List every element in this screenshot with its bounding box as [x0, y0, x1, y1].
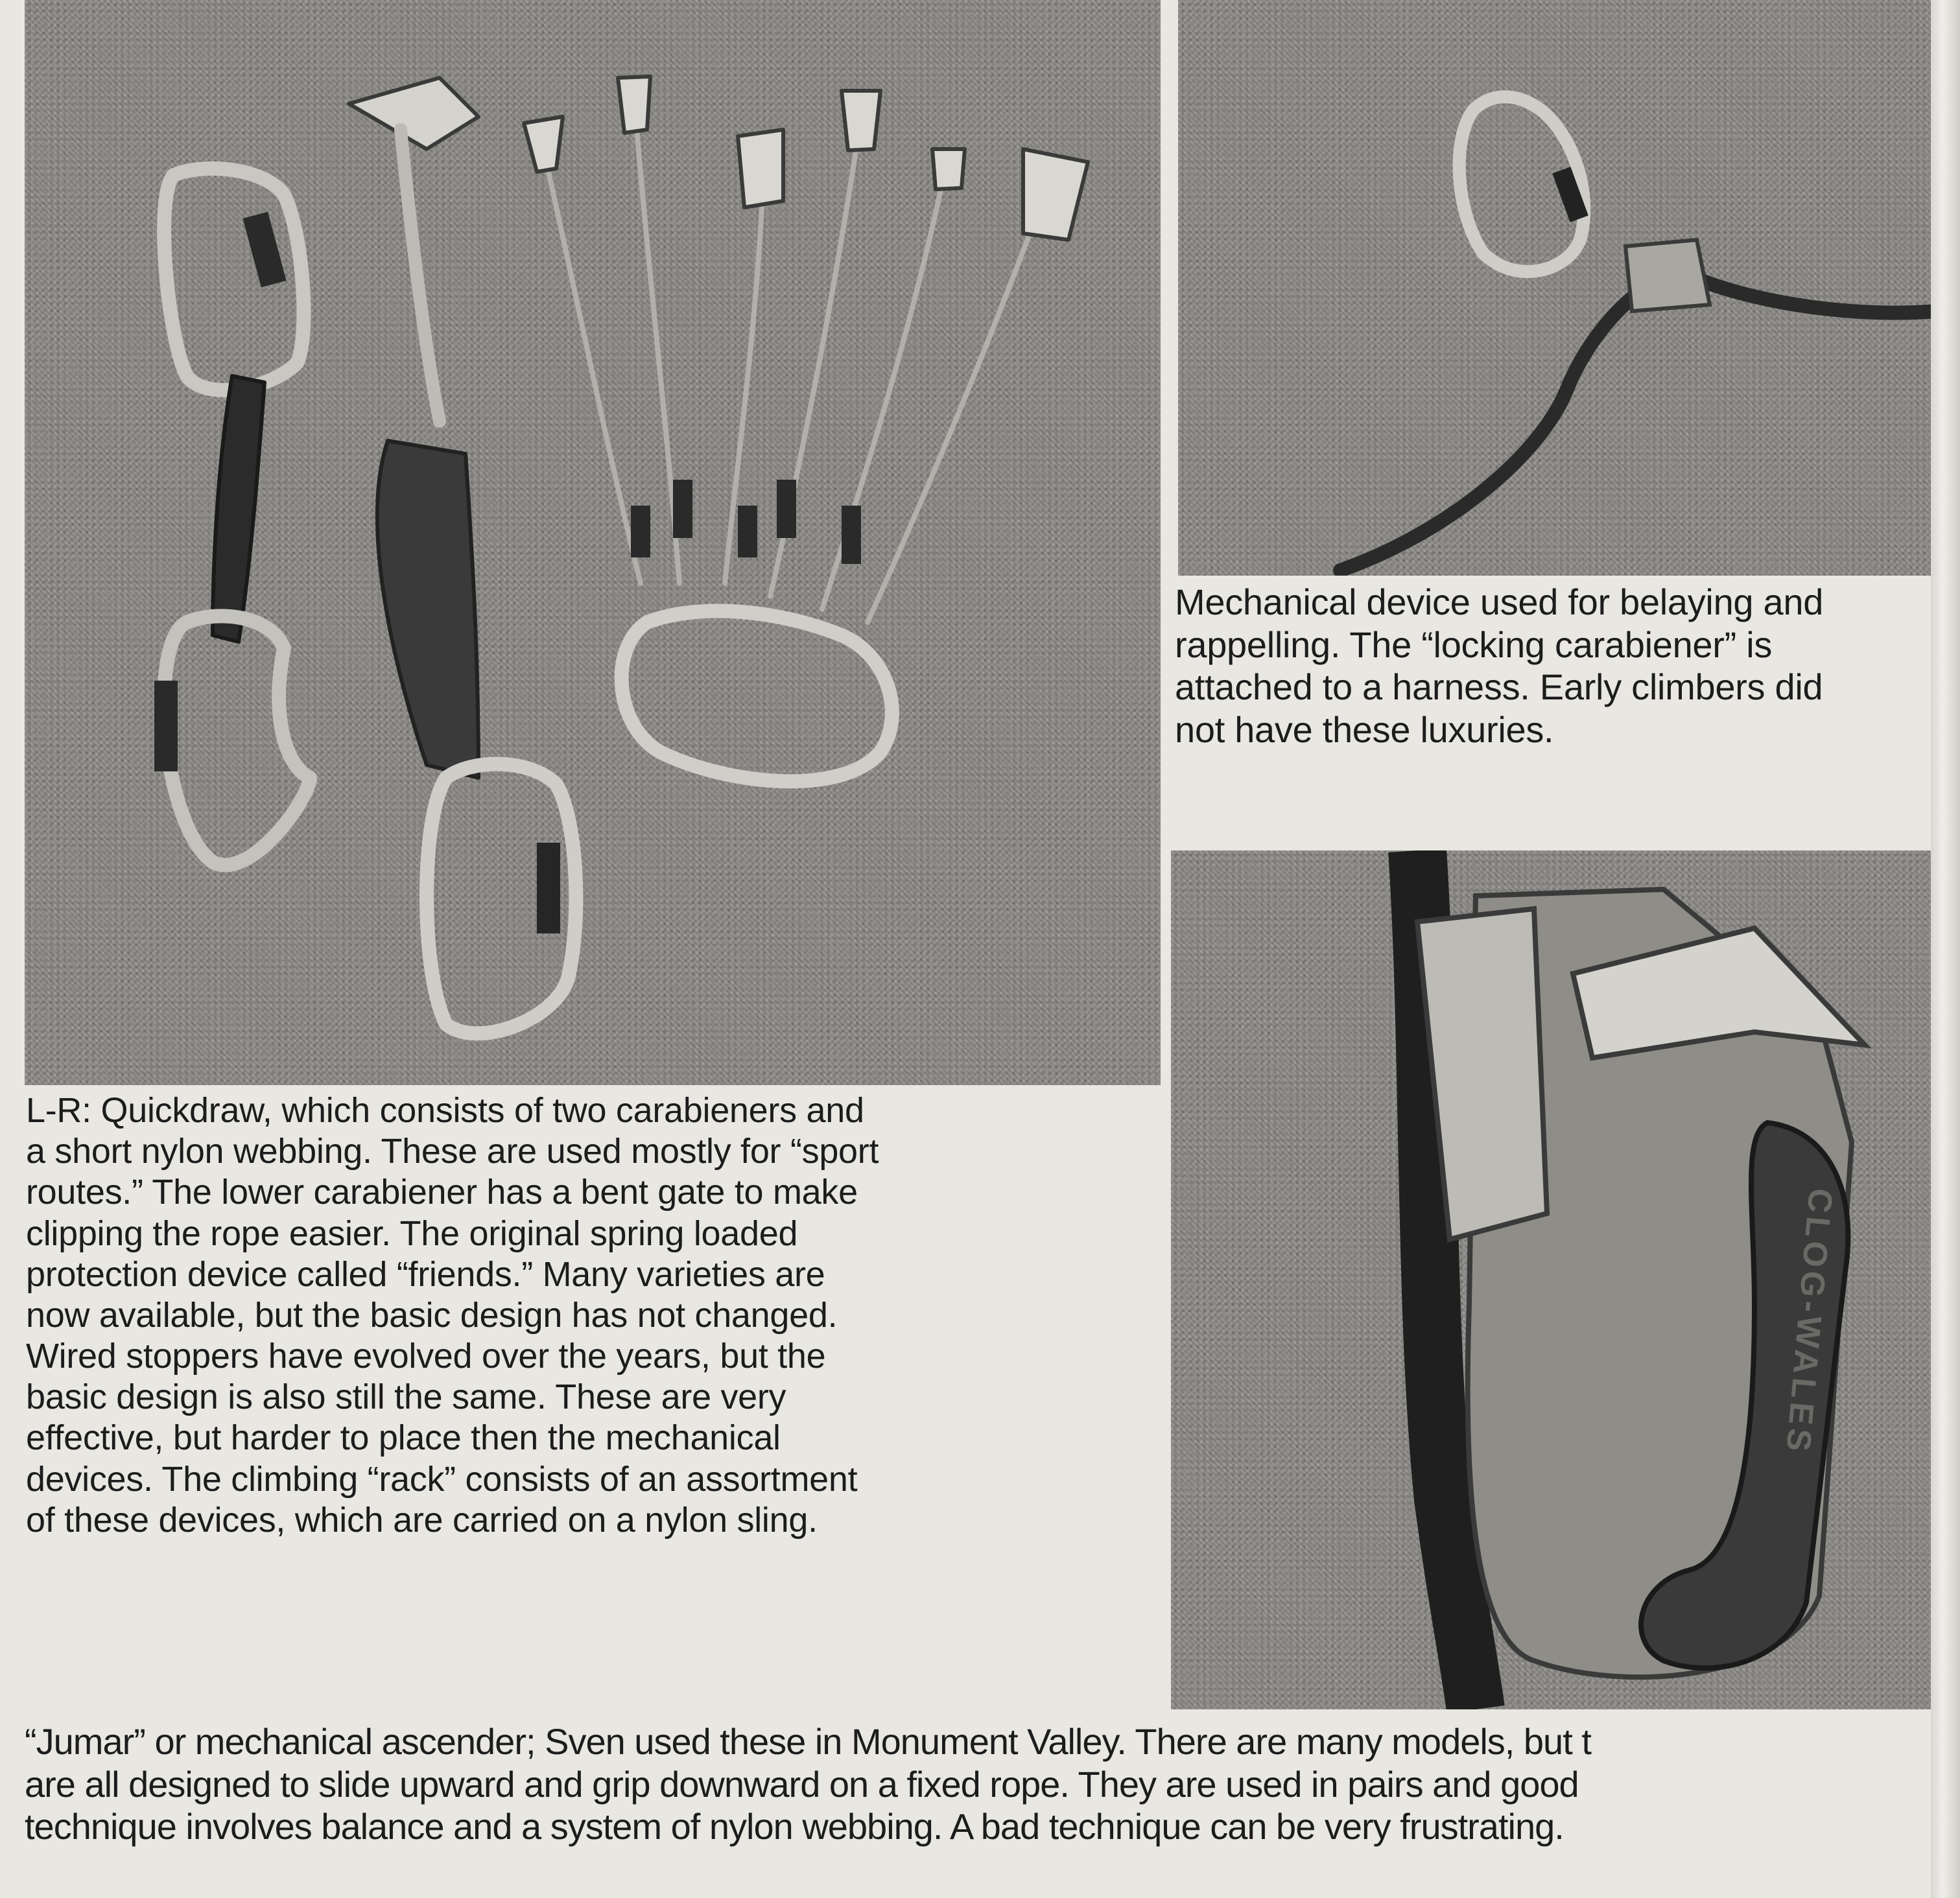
belay-illustration [1178, 0, 1937, 576]
gear-caption-line: effective, but harder to place then the mechanical [26, 1418, 781, 1458]
quickdraw-bent-gate-carabiner [164, 616, 310, 865]
ascender-illustration [1171, 850, 1941, 1709]
belay-caption-line: attached to a harness. Early climbers did [1175, 666, 1823, 708]
stopper-carabiner [622, 611, 892, 782]
friend-cam-head [349, 78, 478, 149]
ascender-brand-text: CLOG-WALES [1778, 1186, 1839, 1457]
gear-caption-line: basic design is also still the same. These are very [26, 1377, 786, 1417]
belay-plate [1625, 240, 1710, 311]
gear-caption-line: devices. The climbing “rack” consists of an assortment [26, 1459, 858, 1499]
book-spine-edge [1931, 0, 1960, 1898]
belay-caption-line: Mechanical device used for belaying and [1175, 581, 1824, 622]
friend-cam-stem [401, 130, 440, 421]
ascender-caption [25, 1720, 1591, 1848]
gear-illustration [25, 0, 1161, 1085]
quickdraw-sling [213, 376, 265, 642]
gear-caption [26, 1090, 879, 1541]
ascender-caption-line: technique involves balance and a system of nylon webbing. A bad technique can be very frustrating. [25, 1806, 1564, 1847]
quickdraw-top-gate-sleeve [242, 212, 286, 288]
gear-photo [25, 0, 1161, 1085]
gear-caption-line: Wired stoppers have evolved over the years, but the [26, 1337, 826, 1376]
quickdraw-bottom-sleeve [154, 681, 178, 771]
belay-caption-line: not have these luxuries. [1175, 709, 1554, 750]
gear-caption-line: protection device called “friends.” Many varieties are [26, 1254, 825, 1294]
stopper-heads [524, 76, 1088, 240]
ascender-photo [1171, 850, 1941, 1709]
gear-caption-line: of these devices, which are carried on a nylon sling. [26, 1500, 818, 1540]
gear-caption-line: a short nylon webbing. These are used mostly for “sport [26, 1132, 879, 1171]
belay-caption [1175, 581, 1823, 751]
stopper-wires [543, 97, 1049, 622]
gear-caption-line: clipping the rope easier. The original spring loaded [26, 1213, 798, 1253]
belay-caption-line: rappelling. The “locking carabiener” is [1175, 624, 1773, 665]
stopper-swages [631, 480, 861, 564]
gear-caption-line: L-R: Quickdraw, which consists of two carabieners and [26, 1091, 864, 1130]
friend-carabiner-sleeve [537, 843, 560, 933]
gear-caption-line: now available, but the basic design has not changed. [26, 1295, 838, 1335]
ascender-caption-line: are all designed to slide upward and grip downward on a fixed rope. They are used in pairs and good [25, 1763, 1579, 1805]
belay-device-photo [1178, 0, 1937, 576]
ascender-caption-line: “Jumar” or mechanical ascender; Sven used these in Monument Valley. There are many models, but t [25, 1721, 1591, 1762]
friend-sling [377, 441, 478, 778]
rope [1340, 275, 1937, 570]
gear-caption-line: routes.” The lower carabiener has a bent gate to make [26, 1173, 858, 1212]
